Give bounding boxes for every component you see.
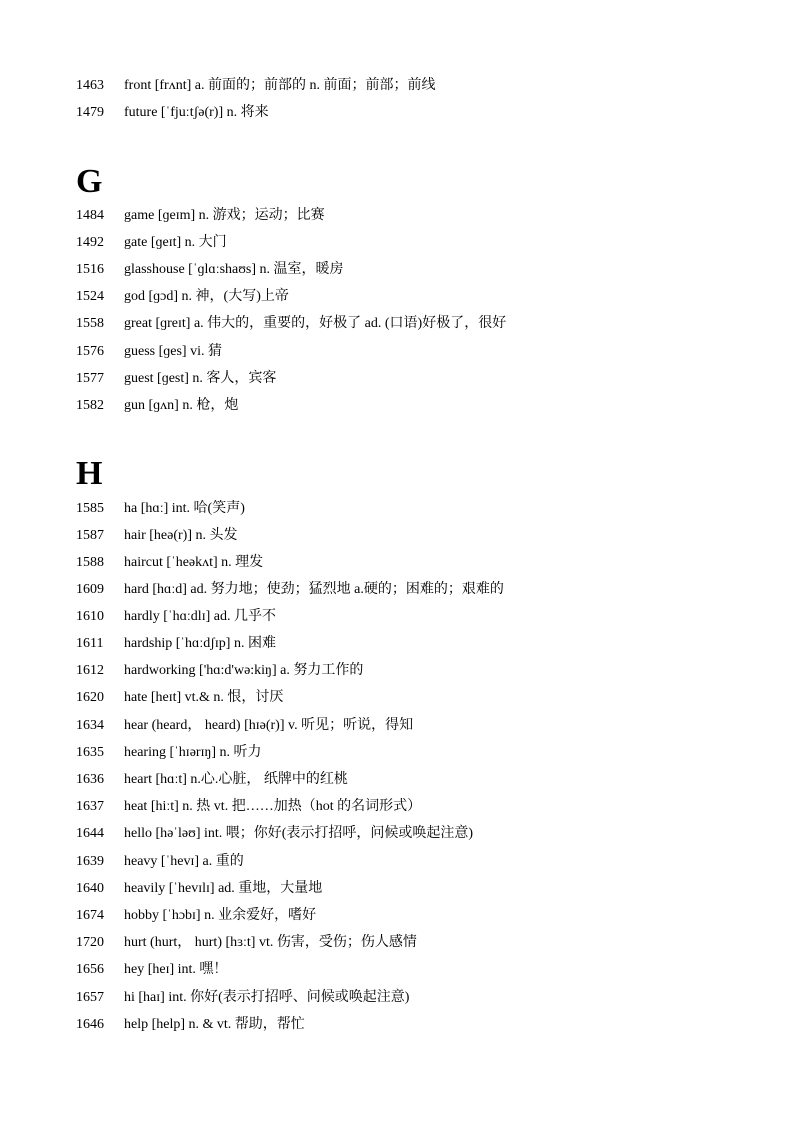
entry-number: 1612 xyxy=(76,663,104,678)
entry-number: 1634 xyxy=(76,718,104,733)
entry-text: hardship [ˈhɑːdʃɪp] n. 困难 xyxy=(124,636,276,651)
entry-number: 1492 xyxy=(76,235,104,250)
entry-number: 1636 xyxy=(76,772,104,787)
entry-text: haircut [ˈheəkʌt] n. 理发 xyxy=(124,555,264,570)
entry-text: hardly [ˈhɑːdlɪ] ad. 几乎不 xyxy=(124,609,276,624)
section-heading-g: G xyxy=(76,163,103,200)
entry-row xyxy=(76,369,276,389)
entry-text: god [ɡɔd] n. 神，(大写)上帝 xyxy=(124,289,289,304)
entry-row xyxy=(76,852,244,872)
entry-text: heart [hɑːt] n.心.心脏， 纸牌中的红桃 xyxy=(124,772,348,787)
entry-text: heavy [ˈhevɪ] a. 重的 xyxy=(124,854,244,869)
entry-number: 1609 xyxy=(76,582,104,597)
entry-text: guest [ɡest] n. 客人，宾客 xyxy=(124,371,277,386)
entry-text: future [ˈfjuːtʃə(r)] n. 将来 xyxy=(124,105,269,120)
entry-row xyxy=(76,688,283,708)
entry-number: 1588 xyxy=(76,555,104,570)
entry-row xyxy=(76,287,289,307)
entry-row xyxy=(76,634,276,654)
entry-text: hard [hɑːd] ad. 努力地；使劲；猛烈地 a.硬的；困难的；艰难的 xyxy=(124,582,504,597)
entry-row xyxy=(76,824,473,844)
entry-text: hi [haɪ] int. 你好(表示打招呼、问候或唤起注意) xyxy=(124,990,410,1005)
entry-text: hurt (hurt， hurt) [hɜːt] vt. 伤害，受伤；伤人感情 xyxy=(124,935,417,950)
entry-row xyxy=(76,1015,305,1035)
entry-number: 1524 xyxy=(76,289,104,304)
entry-text: hardworking ['hɑ:d'wə:kiŋ] a. 努力工作的 xyxy=(124,663,364,678)
entry-number: 1463 xyxy=(76,78,104,93)
entry-row xyxy=(76,526,238,546)
entry-number: 1720 xyxy=(76,935,104,950)
entry-row xyxy=(76,76,435,96)
entry-text: game [ɡeɪm] n. 游戏；运动；比赛 xyxy=(124,208,325,223)
entry-number: 1484 xyxy=(76,208,104,223)
entry-row xyxy=(76,933,417,953)
entry-text: guess [ɡes] vi. 猜 xyxy=(124,344,222,359)
entry-text: hearing [ˈhɪərɪŋ] n. 听力 xyxy=(124,745,262,760)
entry-row xyxy=(76,770,348,790)
entry-number: 1611 xyxy=(76,636,104,651)
entry-number: 1576 xyxy=(76,344,104,359)
entry-text: hair [heə(r)] n. 头发 xyxy=(124,528,238,543)
entry-text: help [help] n. & vt. 帮助，帮忙 xyxy=(124,1017,305,1032)
entry-row xyxy=(76,103,269,123)
entry-text: great [ɡreɪt] a. 伟大的，重要的，好极了 ad. (口语)好极了，很好 xyxy=(124,316,507,331)
entry-text: hear (heard， heard) [hɪə(r)] v. 听见；听说，得知 xyxy=(124,718,414,733)
entry-row xyxy=(76,743,262,763)
entry-row xyxy=(76,607,276,627)
entry-number: 1610 xyxy=(76,609,104,624)
entry-number: 1516 xyxy=(76,262,104,277)
entry-row xyxy=(76,396,238,416)
entry-text: hobby [ˈhɔbɪ] n. 业余爱好，嗜好 xyxy=(124,908,317,923)
entry-text: hey [heɪ] int. 嘿！ xyxy=(124,962,228,977)
entry-number: 1657 xyxy=(76,990,104,1005)
entry-row xyxy=(76,314,506,334)
entry-text: heat [hiːt] n. 热 vt. 把……加热（hot 的名词形式） xyxy=(124,799,422,814)
entry-row xyxy=(76,906,316,926)
entry-row xyxy=(76,580,504,600)
entry-number: 1587 xyxy=(76,528,104,543)
entry-number: 1674 xyxy=(76,908,104,923)
entry-row xyxy=(76,206,325,226)
entry-row xyxy=(76,342,222,362)
entry-text: hello [həˈləʊ] int. 喂；你好(表示打招呼，问候或唤起注意) xyxy=(124,826,474,841)
entry-row xyxy=(76,797,421,817)
entry-number: 1577 xyxy=(76,371,104,386)
entry-text: gate [ɡeɪt] n. 大门 xyxy=(124,235,227,250)
entry-number: 1479 xyxy=(76,105,104,120)
entry-row xyxy=(76,553,263,573)
entry-number: 1646 xyxy=(76,1017,104,1032)
entry-row xyxy=(76,233,227,253)
entry-row xyxy=(76,988,409,1008)
entry-number: 1558 xyxy=(76,316,104,331)
entry-row xyxy=(76,661,363,681)
entry-number: 1644 xyxy=(76,826,104,841)
entry-number: 1635 xyxy=(76,745,104,760)
entry-number: 1640 xyxy=(76,881,104,896)
entry-text: gun [ɡʌn] n. 枪，炮 xyxy=(124,398,239,413)
entry-row xyxy=(76,960,227,980)
entry-number: 1637 xyxy=(76,799,104,814)
entry-number: 1582 xyxy=(76,398,104,413)
entry-row xyxy=(76,499,245,519)
section-heading-h: H xyxy=(76,455,103,492)
entry-row xyxy=(76,260,344,280)
entry-number: 1656 xyxy=(76,962,104,977)
entry-text: glasshouse [ˈɡlɑːshaʊs] n. 温室，暖房 xyxy=(124,262,344,277)
entry-text: front [frʌnt] a. 前面的；前部的 n. 前面；前部；前线 xyxy=(124,78,436,93)
entry-text: heavily [ˈhevɪlɪ] ad. 重地，大量地 xyxy=(124,881,323,896)
entry-number: 1620 xyxy=(76,690,104,705)
entry-row xyxy=(76,879,322,899)
entry-text: ha [hɑː] int. 哈(笑声) xyxy=(124,501,245,516)
entry-row xyxy=(76,716,413,736)
entry-number: 1585 xyxy=(76,501,104,516)
entry-text: hate [heɪt] vt.& n. 恨，讨厌 xyxy=(124,690,284,705)
entry-number: 1639 xyxy=(76,854,104,869)
